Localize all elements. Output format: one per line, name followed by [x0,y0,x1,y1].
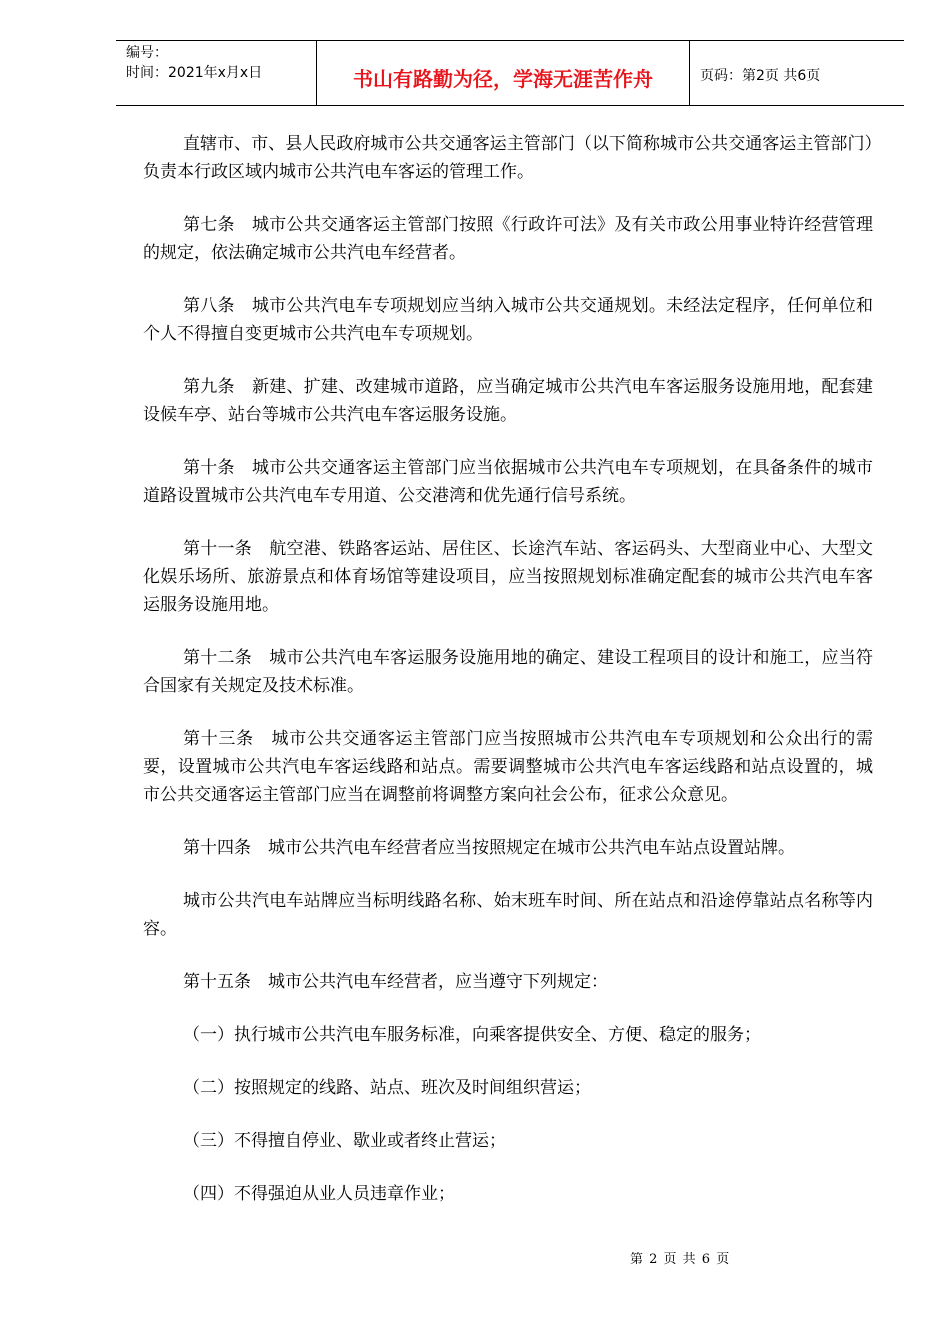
paragraph: 第十条 城市公共交通客运主管部门应当依据城市公共汽电车专项规划，在具备条件的城市道路设置城市公共汽电车专用道、公交港湾和优先通行信号系统。 [143,458,873,506]
list-item: （四）不得强迫从业人员违章作业； [183,1184,455,1204]
paragraph: 第十四条 城市公共汽电车经营者应当按照规定在城市公共汽电车站点设置站牌。 [183,838,795,858]
header-motto: 书山有路勤为径，学海无涯苦作舟 [353,67,653,91]
paragraph: 第十五条 城市公共汽电车经营者，应当遵守下列规定： [183,972,608,992]
paragraph: 第七条 城市公共交通客运主管部门按照《行政许可法》及有关市政公用事业特许经营管理的规定，依法确定城市公共汽电车经营者。 [143,215,873,263]
header-page-cell [690,41,904,105]
paragraph: 第九条 新建、扩建、改建城市道路，应当确定城市公共汽电车客运服务设施用地，配套建设候车亭、站台等城市公共汽电车客运服务设施。 [143,377,873,425]
paragraph: 第八条 城市公共汽电车专项规划应当纳入城市公共交通规划。未经法定程序，任何单位和个人不得擅自变更城市公共汽电车专项规划。 [143,296,873,344]
paragraph: 直辖市、市、县人民政府城市公共交通客运主管部门（以下简称城市公共交通客运主管部门）负责本行政区域内城市公共汽电车客运的管理工作。 [143,134,873,182]
list-item: （一）执行城市公共汽电车服务标准，向乘客提供安全、方便、稳定的服务； [183,1025,761,1045]
time-label: 时间：2021年x月x日 [126,65,263,81]
list-item: （三）不得擅自停业、歇业或者终止营运； [183,1131,506,1151]
page-header [116,40,904,106]
header-meta [116,41,316,105]
paragraph: 第十一条 航空港、铁路客运站、居住区、长途汽车站、客运码头、大型商业中心、大型文化娱乐场所、旅游景点和体育场馆等建设项目，应当按照规划标准确定配套的城市公共汽电车客运服务设施用地。 [143,539,873,615]
paragraph: 第十三条 城市公共交通客运主管部门应当按照城市公共汽电车专项规划和公众出行的需要，设置城市公共汽电车客运线路和站点。需要调整城市公共汽电车客运线路和站点设置的，城市公共交通客运主管部门应当在调整前将调整方案向社会公布，征求公众意见。 [143,729,873,805]
code-label: 编号： [126,45,168,61]
page-footer: 第 2 页 共 6 页 [630,1252,731,1267]
document-body [143,130,873,1233]
list-item: （二）按照规定的线路、站点、班次及时间组织营运； [183,1078,591,1098]
paragraph: 第十二条 城市公共汽电车客运服务设施用地的确定、建设工程项目的设计和施工，应当符合国家有关规定及技术标准。 [143,648,873,696]
paragraph: 城市公共汽电车站牌应当标明线路名称、始末班车时间、所在站点和沿途停靠站点名称等内容。 [143,891,873,939]
header-motto-cell [316,41,690,105]
header-page-info: 页码：第2页 共6页 [700,68,821,84]
